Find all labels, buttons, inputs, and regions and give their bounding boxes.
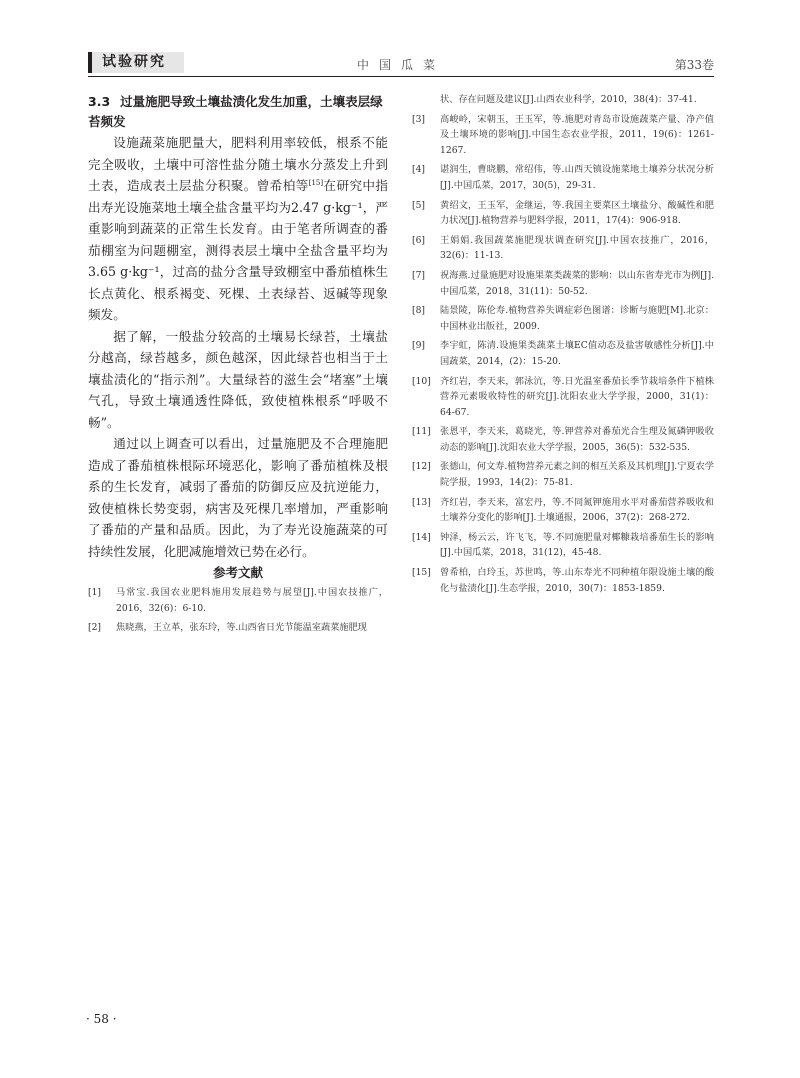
- reference-item: [88, 585, 388, 616]
- reference-item: [412, 162, 714, 193]
- reference-text: 钟泽，杨云云，许飞飞，等.不同施肥量对椰糠栽培番茄生长的影响[J].中国瓜菜，2018，31(12)，45-48.: [440, 531, 714, 559]
- paragraph-1-text-a: 设施蔬菜施肥量大，肥料利用率较低，根系不能完全吸收，土壤中可溶性盐分随土壤水分蒸发上升到土表，造成表土层盐分积聚。曾希柏等: [88, 135, 388, 193]
- reference-text: 李宇虹，陈清.设施果类蔬菜土壤EC值动态及盐害敏感性分析[J].中国蔬菜，2014，(2)：15-20.: [440, 340, 714, 367]
- reference-item: [412, 233, 714, 264]
- reference-continuation: 状、存在问题及建议[J].山西农业科学，2010，38(4)：37-41.: [440, 94, 697, 105]
- reference-item: [412, 459, 714, 490]
- section-title: 过量施肥导致土壤盐渍化发生加重，土壤表层绿苔频发: [88, 94, 383, 129]
- reference-item: [412, 565, 714, 596]
- reference-text: 张德山，何文寿.植物营养元素之间的相互关系及其机理[J].宁夏农学院学报，1993，14(2)：75-81.: [440, 461, 714, 489]
- reference-number: [7]: [412, 269, 426, 281]
- reference-item: [412, 374, 714, 421]
- section-badge: 试验研究: [88, 52, 184, 73]
- reference-text: 祝海燕.过量施肥对设施果菜类蔬菜的影响：以山东省寿光市为例[J].中国瓜菜，2018，31(11)：50-52.: [440, 269, 714, 297]
- reference-item: [412, 268, 714, 299]
- right-column: [412, 92, 714, 600]
- reference-number: [12]: [412, 461, 431, 473]
- section-heading: [88, 92, 388, 132]
- journal-name: 中国瓜菜: [356, 58, 445, 72]
- reference-text: 马常宝.我国农业肥料施用发展趋势与展望[J].中国农技推广，2016，32(6)：6-10.: [116, 587, 388, 614]
- body-paragraph-3: 通过以上调查可以看出，过量施肥及不合理施肥造成了番茄植株根际环境恶化，影响了番茄植株及根系的生长发育，减弱了番茄的防御反应及抗逆能力，致使植株长势变弱，病害及死棵几率增加，严重影响了番茄的产量和品质。因此，为了寿光设施蔬菜的可持续性发展，化肥减施增效已势在必行。: [88, 436, 388, 559]
- reference-text: 齐红岩，李天来，郭泳沆，等.日光温室番茄长季节栽培条件下植株营养元素吸收特性的研究[J].沈阳农业大学学报，2000，31(1)：64-67.: [440, 375, 714, 418]
- reference-item: [412, 303, 714, 334]
- reference-text: 齐红岩，李天来，富宏丹，等.不同氮钾施用水平对番茄营养吸收和土壤养分变化的影响[J].土壤通报，2006，37(2)：268-272.: [440, 496, 714, 524]
- reference-item: [88, 620, 388, 636]
- reference-number: [14]: [412, 531, 431, 543]
- reference-item: [412, 198, 714, 229]
- reference-item: [412, 424, 714, 455]
- reference-text: 陆景陵，陈伦寿.植物营养失调症彩色图谱：诊断与施肥[M].北京：中国林业出版社，2009.: [440, 305, 714, 332]
- reference-number: [10]: [412, 375, 431, 387]
- reference-item: [412, 338, 714, 369]
- volume-label: 第33卷: [674, 58, 714, 72]
- reference-list: [412, 112, 714, 597]
- reference-text: 曾希柏，白玲玉，苏世鸣，等.山东寿光不同种植年限设施土壤的酸化与盐渍化[J].生态学报，2010，30(7)：1853-1859.: [440, 567, 714, 594]
- body-paragraph-2: 据了解，一般盐分较高的土壤易长绿苔，土壤盐分越高，绿苔越多，颜色越深，因此绿苔也相当于土壤盐渍化的“指示剂”。大量绿苔的滋生会“堵塞”土壤气孔，导致土壤通透性降低，致使植株根系“呼吸不畅”。: [88, 328, 388, 430]
- paragraph-1-text-b: 在研究中指出寿光设施菜地土壤全盐含量平均为2.47 g·kg⁻¹，严重影响到蔬菜的正常生长发育。由于笔者所调查的番茄棚室为问题棚室，测得表层土壤中全盐含量平均为3.65 g·kg⁻¹，过高的盐分含量导致棚室中番茄植株生长点黄化、根系褐变、死棵、土表绿苔、返碱等现象频发。: [88, 178, 389, 322]
- references-heading: 参考文献: [212, 565, 263, 580]
- reference-number: [11]: [412, 426, 431, 438]
- reference-number: [2]: [88, 622, 102, 634]
- page-number: · 58 ·: [86, 1012, 117, 1026]
- reference-text: 谌润生，曹晓鹏，常绍伟，等.山西天镇设施菜地土壤养分状况分析[J].中国瓜菜，2017，30(5)，29-31.: [440, 164, 714, 191]
- reference-number: [13]: [412, 496, 431, 508]
- reference-text: 黄绍文，王玉军，金继运，等.我国主要菜区土壤盐分、酸碱性和肥力状况[J].植物营养与肥料学报，2011，17(4)：906-918.: [440, 199, 714, 227]
- page-header: [88, 52, 714, 76]
- section-number: 3.3: [88, 94, 111, 109]
- reference-number: [15]: [412, 567, 431, 579]
- reference-text: 王娟娟.我国蔬菜施肥现状调查研究[J].中国农技推广，2016，32(6)：11-13.: [440, 234, 714, 262]
- reference-text: 张恩平，李天来，葛晓光，等.钾营养对番茄光合生理及氮磷钾吸收动态的影响[J].沈阳农业大学学报，2005，36(5)：532-535.: [440, 426, 714, 453]
- reference-number: [8]: [412, 305, 426, 317]
- reference-item: [412, 530, 714, 561]
- reference-item: [412, 112, 714, 159]
- reference-number: [3]: [412, 113, 426, 125]
- reference-number: [1]: [88, 587, 102, 598]
- left-column: [88, 92, 388, 640]
- reference-number: [6]: [412, 234, 426, 246]
- reference-number: [9]: [412, 340, 426, 352]
- header-divider: [88, 76, 714, 77]
- reference-number: [4]: [412, 164, 426, 176]
- reference-item: [412, 495, 714, 526]
- body-paragraph-1: [88, 132, 388, 326]
- reference-number: [5]: [412, 199, 426, 211]
- citation-ref-15[interactable]: [15]: [308, 178, 324, 187]
- reference-text: 焦晓燕，王立革，张东玲，等.山西省日光节能温室蔬菜施肥现: [116, 622, 367, 634]
- reference-text: 高峻岭，宋朝玉，王玉军，等.施肥对青岛市设施蔬菜产量、净产值及土壤环境的影响[J].中国生态农业学报，2011，19(6)：1261-1267.: [440, 113, 714, 156]
